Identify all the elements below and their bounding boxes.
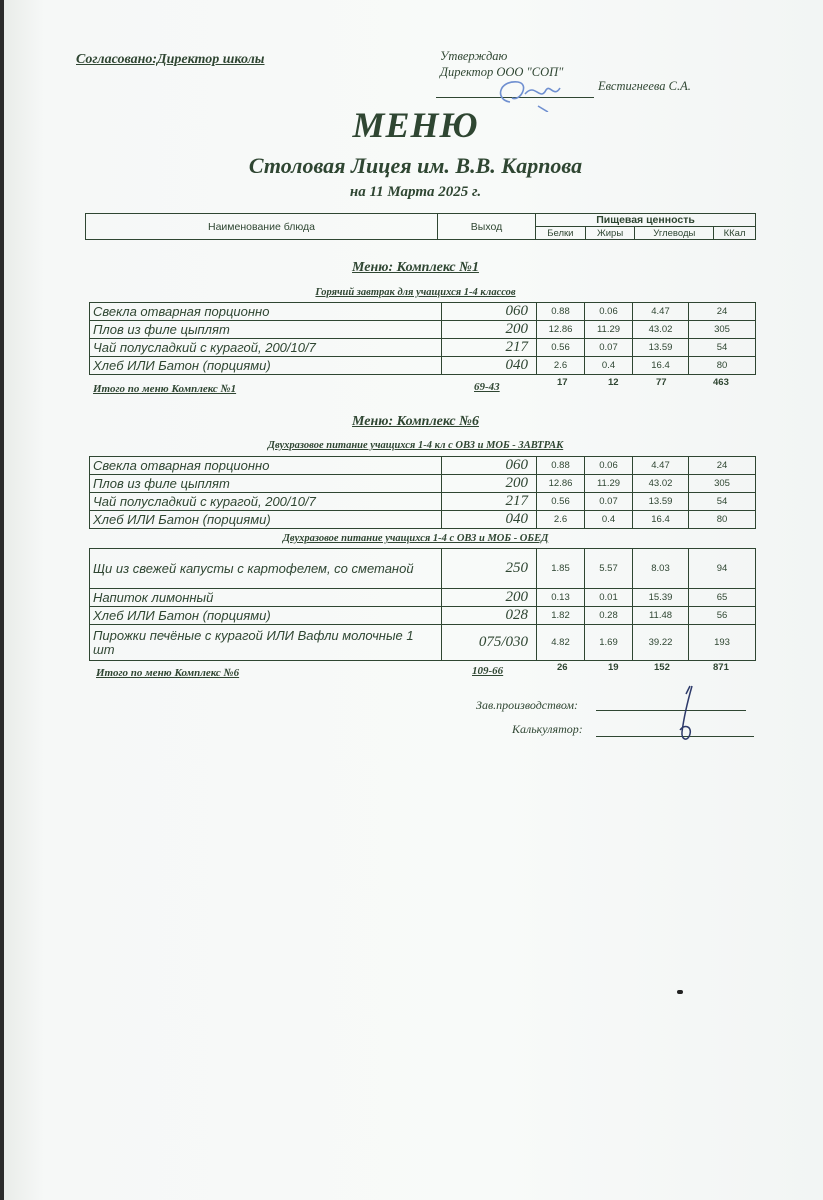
total-label: Итого по меню Комплекс №6 [96,667,240,679]
total-fats: 12 [608,377,619,388]
dish-carbs: 16.4 [633,357,689,375]
complex1-subtitle: Горячий завтрак для учащихся 1-4 классов [315,287,516,298]
calculator-label: Калькулятор: [512,722,583,736]
dish-output: 060 [442,457,537,475]
dish-carbs: 4.47 [633,457,689,475]
complex1-total-row [93,383,236,395]
dish-proteins: 1.82 [537,607,585,625]
menu-date: на 11 Марта 2025 г. [349,184,482,200]
table-row [90,321,756,339]
agreed-label: Согласовано:Директор школы [76,52,265,67]
dish-proteins: 0.56 [537,493,585,511]
total-output: 109-66 [472,665,504,677]
header-fats: Жиры [585,227,635,240]
total-proteins: 26 [557,662,568,673]
dish-proteins: 0.88 [537,457,585,475]
dish-name: Плов из филе цыплят [90,475,442,493]
dish-name: Пирожки печёные с курагой ИЛИ Вафли молочные 1 шт [90,625,442,661]
dish-fats: 0.06 [585,303,633,321]
dish-output: 200 [442,321,537,339]
dish-name: Хлеб ИЛИ Батон (порциями) [90,511,442,529]
header-name-col: Наименование блюда [86,214,438,240]
header-carbs: Углеводы [635,227,714,240]
dish-name: Свекла отварная порционно [90,303,442,321]
dish-name: Свекла отварная порционно [90,457,442,475]
table-row [90,589,756,607]
dish-fats: 0.07 [585,339,633,357]
dish-fats: 5.57 [585,549,633,589]
complex1-title: Меню: Комплекс №1 [352,260,479,275]
dish-name: Чай полусладкий с курагой, 200/10/7 [90,493,442,511]
dish-output: 200 [442,475,537,493]
dish-fats: 0.4 [585,511,633,529]
table-row [90,339,756,357]
dish-carbs: 15.39 [633,589,689,607]
dish-carbs: 13.59 [633,493,689,511]
dish-name: Чай полусладкий с курагой, 200/10/7 [90,339,442,357]
dish-kcal: 305 [689,321,756,339]
header-output-col: Выход [438,214,536,240]
dish-fats: 0.4 [585,357,633,375]
complex6-title: Меню: Комплекс №6 [352,414,479,429]
menu-header-table [85,213,756,240]
production-manager-label: Зав.производством: [476,698,579,712]
approve-position: Директор ООО "СОП" [440,65,564,79]
page-title: МЕНЮ [352,105,479,145]
dish-name: Плов из филе цыплят [90,321,442,339]
total-carbs: 152 [654,662,670,673]
total-proteins: 17 [557,377,568,388]
dish-output: 040 [442,357,537,375]
page-subtitle: Столовая Лицея им. В.В. Карпова [248,153,583,178]
dish-kcal: 54 [689,339,756,357]
total-output: 69-43 [474,381,500,393]
calculator-signature-icon [662,680,712,748]
approve-word: Утверждаю [440,49,508,63]
dish-output: 060 [442,303,537,321]
dish-kcal: 80 [689,357,756,375]
dish-kcal: 305 [689,475,756,493]
total-label: Итого по меню Комплекс №1 [93,383,237,395]
total-fats: 19 [608,662,619,673]
dish-fats: 0.06 [585,457,633,475]
dish-proteins: 4.82 [537,625,585,661]
complex1-table [89,302,756,375]
document-page [4,0,823,1200]
dish-output: 200 [442,589,537,607]
complex6-total-row [96,667,239,679]
total-kcal: 463 [713,377,729,388]
table-row [90,475,756,493]
table-row [90,625,756,661]
dish-name: Щи из свежей капусты с картофелем, со сметаной [90,549,442,589]
table-row [90,457,756,475]
dish-proteins: 12.86 [537,475,585,493]
dish-carbs: 16.4 [633,511,689,529]
table-row [90,549,756,589]
dish-fats: 0.01 [585,589,633,607]
dish-kcal: 54 [689,493,756,511]
dish-fats: 0.07 [585,493,633,511]
dish-kcal: 24 [689,303,756,321]
table-row [90,607,756,625]
dish-kcal: 24 [689,457,756,475]
dish-name: Хлеб ИЛИ Батон (порциями) [90,357,442,375]
dish-output: 217 [442,493,537,511]
table-row [90,493,756,511]
dish-proteins: 2.6 [537,357,585,375]
dish-carbs: 13.59 [633,339,689,357]
dish-output: 040 [442,511,537,529]
approve-name: Евстигнеева С.А. [598,79,691,93]
dish-carbs: 39.22 [633,625,689,661]
header-kcal: ККал [714,227,756,240]
dish-carbs: 43.02 [633,321,689,339]
dish-carbs: 43.02 [633,475,689,493]
dish-carbs: 11.48 [633,607,689,625]
dish-kcal: 80 [689,511,756,529]
dish-fats: 11.29 [585,475,633,493]
dish-proteins: 2.6 [537,511,585,529]
complex6-lunch-table [89,548,756,661]
dish-kcal: 193 [689,625,756,661]
dish-fats: 1.69 [585,625,633,661]
dish-fats: 11.29 [585,321,633,339]
dish-kcal: 65 [689,589,756,607]
dish-output: 028 [442,607,537,625]
dish-output: 217 [442,339,537,357]
dish-proteins: 0.88 [537,303,585,321]
header-nutrition: Пищевая ценность [536,214,756,227]
table-row [90,357,756,375]
dish-fats: 0.28 [585,607,633,625]
dish-output: 250 [442,549,537,589]
total-kcal: 871 [713,662,729,673]
dish-proteins: 0.13 [537,589,585,607]
dish-proteins: 12.86 [537,321,585,339]
complex6-breakfast-title: Двухразовое питание учащихся 1-4 кл с ОВЗ и МОБ - ЗАВТРАК [267,440,564,451]
dish-proteins: 0.56 [537,339,585,357]
dish-name: Хлеб ИЛИ Батон (порциями) [90,607,442,625]
dish-name: Напиток лимонный [90,589,442,607]
complex6-breakfast-table [89,456,756,529]
paper-speck [677,990,683,994]
header-proteins: Белки [536,227,586,240]
table-row [90,303,756,321]
dish-kcal: 56 [689,607,756,625]
complex6-lunch-title: Двухразовое питание учащихся 1-4 с ОВЗ и МОБ - ОБЕД [282,533,549,544]
dish-proteins: 1.85 [537,549,585,589]
dish-kcal: 94 [689,549,756,589]
table-row [90,511,756,529]
dish-carbs: 8.03 [633,549,689,589]
dish-output: 075/030 [442,625,537,661]
dish-carbs: 4.47 [633,303,689,321]
total-carbs: 77 [656,377,667,388]
